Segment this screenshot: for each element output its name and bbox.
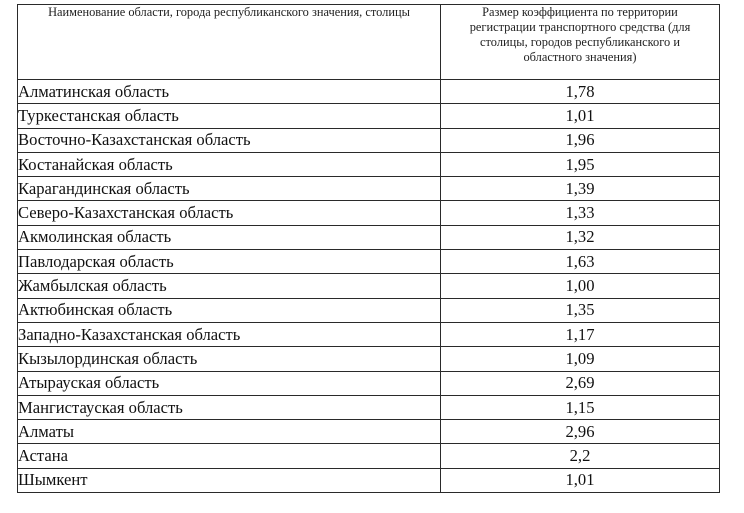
region-name: Актюбинская область xyxy=(18,298,441,322)
table-row xyxy=(18,225,720,249)
table-row xyxy=(18,395,720,419)
coefficient-value: 1,95 xyxy=(441,152,720,176)
table-row xyxy=(18,371,720,395)
table-row xyxy=(18,104,720,128)
column-header-name-text: Наименование области, города республиканского значения, столицы xyxy=(48,5,410,19)
coefficient-value: 1,09 xyxy=(441,347,720,371)
coefficient-value: 1,15 xyxy=(441,395,720,419)
table-row xyxy=(18,298,720,322)
coefficient-value: 1,17 xyxy=(441,322,720,346)
region-name: Костанайская область xyxy=(18,152,441,176)
coefficient-value: 1,01 xyxy=(441,468,720,492)
table-row xyxy=(18,80,720,104)
region-name: Туркестанская область xyxy=(18,104,441,128)
header-row xyxy=(18,5,720,80)
coefficient-value: 1,78 xyxy=(441,80,720,104)
table-header xyxy=(18,5,720,80)
region-name: Восточно-Казахстанская область xyxy=(18,128,441,152)
region-name: Западно-Казахстанская область xyxy=(18,322,441,346)
table-row xyxy=(18,152,720,176)
table-row xyxy=(18,468,720,492)
coefficient-value: 1,35 xyxy=(441,298,720,322)
table-row xyxy=(18,347,720,371)
column-header-value xyxy=(441,5,720,80)
region-name: Кызылординская область xyxy=(18,347,441,371)
coefficient-value: 1,01 xyxy=(441,104,720,128)
region-name: Карагандинская область xyxy=(18,177,441,201)
coefficient-value: 1,33 xyxy=(441,201,720,225)
table-body xyxy=(18,80,720,493)
region-name: Шымкент xyxy=(18,468,441,492)
region-name: Алматинская область xyxy=(18,80,441,104)
region-name: Астана xyxy=(18,444,441,468)
region-name: Атырауская область xyxy=(18,371,441,395)
table-row xyxy=(18,177,720,201)
region-name: Акмолинская область xyxy=(18,225,441,249)
table-row xyxy=(18,128,720,152)
table-row xyxy=(18,250,720,274)
table-row xyxy=(18,201,720,225)
region-name: Жамбылская область xyxy=(18,274,441,298)
coefficient-value: 2,2 xyxy=(441,444,720,468)
coefficient-value: 1,39 xyxy=(441,177,720,201)
table-row xyxy=(18,274,720,298)
region-name: Павлодарская область xyxy=(18,250,441,274)
coefficient-value: 1,63 xyxy=(441,250,720,274)
coefficient-value: 1,96 xyxy=(441,128,720,152)
coefficient-value: 2,96 xyxy=(441,420,720,444)
column-header-value-text: Размер коэффициента по территории регистрации транспортного средства (для столицы, городов республиканского и областного значения) xyxy=(469,5,691,64)
coefficient-value: 1,32 xyxy=(441,225,720,249)
region-name: Мангистауская область xyxy=(18,395,441,419)
region-name: Алматы xyxy=(18,420,441,444)
column-header-name xyxy=(18,5,441,80)
coefficient-table xyxy=(17,4,720,493)
table-row xyxy=(18,322,720,346)
coefficient-value: 2,69 xyxy=(441,371,720,395)
coefficient-value: 1,00 xyxy=(441,274,720,298)
table-row xyxy=(18,444,720,468)
table-row xyxy=(18,420,720,444)
region-name: Северо-Казахстанская область xyxy=(18,201,441,225)
